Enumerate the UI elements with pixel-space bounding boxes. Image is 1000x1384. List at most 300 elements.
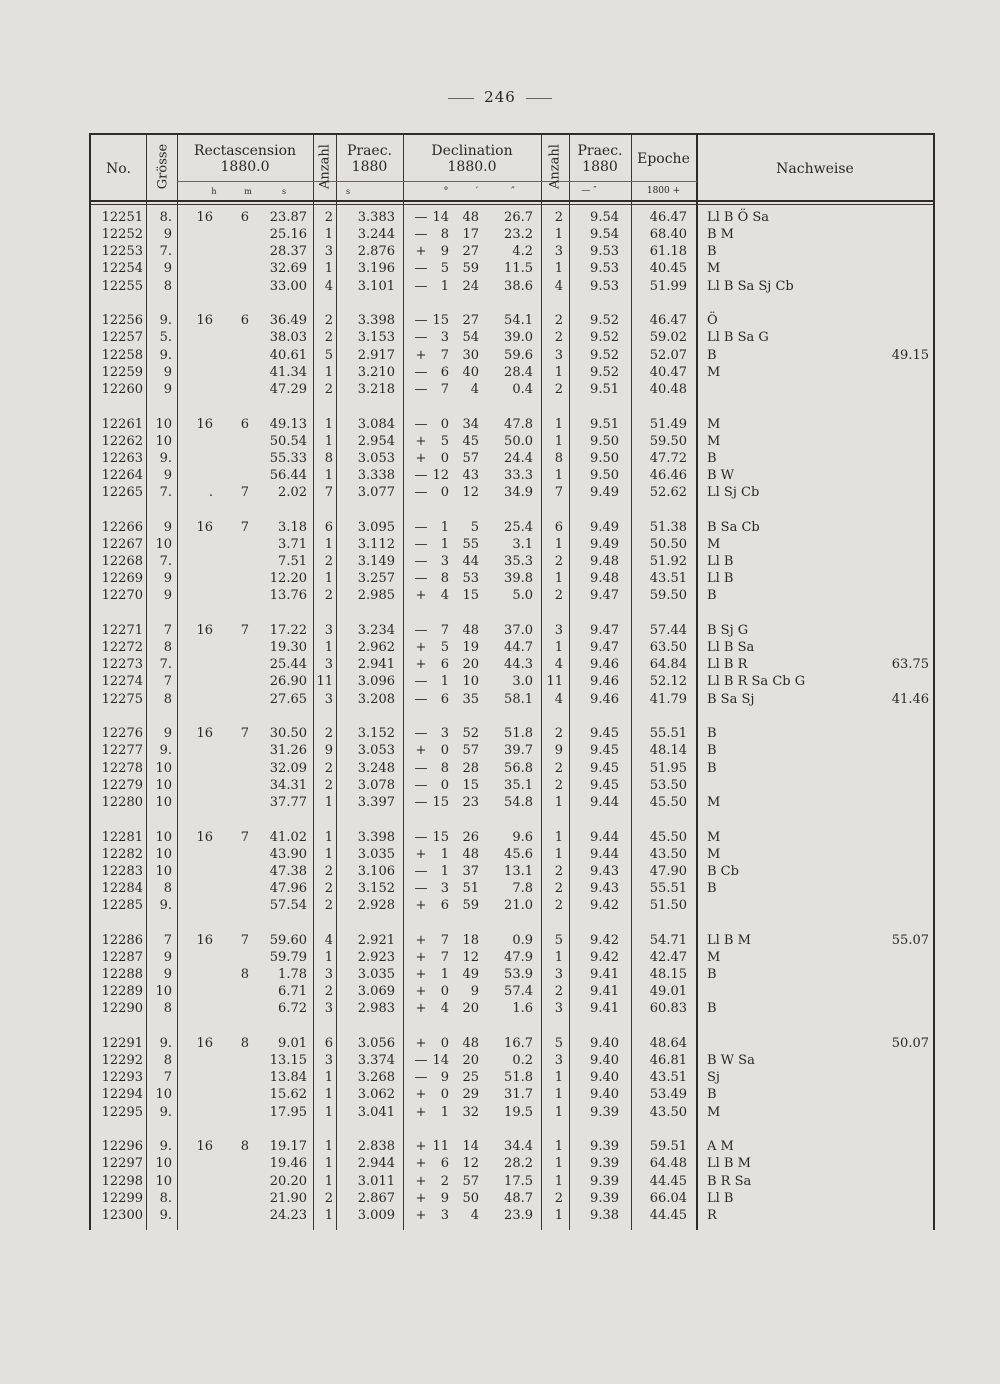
cell-ds: 28.4 <box>504 364 533 380</box>
cell-ep: 53.50 <box>649 777 687 793</box>
cell-a1: 3 <box>324 1053 333 1069</box>
cell-nw: B <box>707 588 717 604</box>
cell-dm: 24 <box>462 278 479 294</box>
cell-no: 12298 <box>101 1173 143 1189</box>
cell-h: . <box>208 485 213 501</box>
cell-p1: 3.152 <box>357 880 395 896</box>
cell-a2: 6 <box>554 519 563 535</box>
cell-no: 12255 <box>101 278 143 294</box>
cell-nw: Ll B <box>707 554 734 570</box>
cell-ep: 46.47 <box>649 210 687 225</box>
cell-dm: 53 <box>462 571 479 587</box>
cell-p1: 3.398 <box>357 829 395 845</box>
cell-a2: 2 <box>554 760 563 776</box>
cell-ep: 59.50 <box>649 588 687 604</box>
cell-sg: — <box>414 313 428 329</box>
header-epoche-sub: 1800 + <box>646 186 681 196</box>
cell-a1: 4 <box>324 278 333 294</box>
cell-no: 12268 <box>101 554 143 570</box>
cell-s: 9.01 <box>278 1036 307 1051</box>
cell-a2: 5 <box>554 932 563 948</box>
cell-ds: 23.9 <box>504 1207 533 1223</box>
cell-ep: 41.79 <box>649 691 687 707</box>
cell-a1: 2 <box>324 330 333 346</box>
cell-gr: 8 <box>163 691 172 707</box>
cell-nw: M <box>707 416 721 432</box>
cell-nw: B M <box>707 227 734 243</box>
cell-ds: 4.2 <box>512 244 533 260</box>
cell-dm: 52 <box>462 726 479 742</box>
cell-ep: 55.51 <box>649 880 687 896</box>
cell-p1: 3.234 <box>357 623 395 638</box>
page-number-text: 246 <box>484 88 516 106</box>
cell-sg: + <box>415 588 427 604</box>
cell-dd: 1 <box>440 967 449 983</box>
cell-no: 12276 <box>101 726 143 742</box>
cell-nw: B <box>707 450 717 466</box>
cell-ep: 51.95 <box>649 760 687 776</box>
cell-p2: 9.52 <box>590 330 619 346</box>
cell-dm: 48 <box>462 623 479 638</box>
cell-a2: 2 <box>554 313 563 329</box>
cell-p2: 9.53 <box>590 278 619 294</box>
cell-dm: 34 <box>462 416 479 432</box>
cell-s: 12.20 <box>269 571 307 587</box>
cell-ep: 40.45 <box>649 261 687 277</box>
cell-a1: 2 <box>324 984 333 1000</box>
cell-dm: 45 <box>462 433 479 449</box>
cell-a1: 2 <box>324 898 333 914</box>
rule-after-anzahl1 <box>336 135 337 1230</box>
cell-a1: 9 <box>324 743 333 759</box>
cell-a2: 11 <box>546 674 563 690</box>
cell-side: 55.07 <box>891 932 929 948</box>
cell-ds: 57.4 <box>504 984 533 1000</box>
cell-no: 12262 <box>101 433 143 449</box>
cell-a2: 1 <box>554 829 563 845</box>
cell-nw: Ll B Sa Sj Cb <box>707 278 794 294</box>
cell-p2: 9.52 <box>590 347 619 363</box>
cell-ds: 9.6 <box>512 829 533 845</box>
cell-a1: 8 <box>324 450 333 466</box>
cell-p1: 3.095 <box>357 519 395 535</box>
header-bottom-rule-2 <box>91 204 933 205</box>
cell-a1: 3 <box>324 967 333 983</box>
cell-gr: 9 <box>163 571 172 587</box>
cell-no: 12292 <box>101 1053 143 1069</box>
cell-dd: 2 <box>440 1173 449 1189</box>
cell-a1: 1 <box>324 433 333 449</box>
cell-sg: — <box>414 210 428 225</box>
cell-gr: 7. <box>159 485 172 501</box>
rule-after-anzahl2 <box>569 135 570 1230</box>
cell-a2: 1 <box>554 1139 563 1155</box>
cell-p1: 2.867 <box>357 1190 395 1206</box>
cell-dd: 6 <box>440 691 449 707</box>
cell-p1: 2.917 <box>357 347 395 363</box>
cell-p1: 2.944 <box>357 1156 395 1172</box>
cell-no: 12279 <box>101 777 143 793</box>
cell-dd: 15 <box>432 829 449 845</box>
cell-gr: 9. <box>159 1036 172 1051</box>
cell-sg: + <box>415 244 427 260</box>
cell-ds: 53.9 <box>504 967 533 983</box>
rule-after-epoche <box>696 135 698 1230</box>
cell-s: 21.90 <box>269 1190 307 1206</box>
cell-no: 12260 <box>101 381 143 397</box>
cell-sg: + <box>415 949 427 965</box>
cell-s: 17.22 <box>269 623 307 638</box>
cell-ep: 55.51 <box>649 726 687 742</box>
cell-p1: 3.248 <box>357 760 395 776</box>
cell-a1: 3 <box>324 1001 333 1017</box>
cell-s: 19.17 <box>269 1139 307 1155</box>
cell-ds: 47.9 <box>504 949 533 965</box>
cell-a2: 4 <box>554 657 563 673</box>
cell-s: 6.72 <box>278 1001 307 1017</box>
cell-dm: 4 <box>470 381 479 397</box>
cell-p2: 9.43 <box>590 863 619 879</box>
cell-sg: — <box>414 381 428 397</box>
cell-p2: 9.40 <box>590 1053 619 1069</box>
cell-p1: 3.077 <box>357 485 395 501</box>
cell-p1: 2.954 <box>357 433 395 449</box>
cell-s: 3.71 <box>278 536 307 552</box>
cell-p2: 9.41 <box>590 1001 619 1017</box>
cell-a1: 2 <box>324 1190 333 1206</box>
cell-ds: 26.7 <box>504 210 533 225</box>
cell-a1: 1 <box>324 227 333 243</box>
cell-p2: 9.49 <box>590 519 619 535</box>
cell-gr: 8 <box>163 1053 172 1069</box>
cell-a1: 3 <box>324 657 333 673</box>
cell-a1: 1 <box>324 949 333 965</box>
cell-ep: 57.44 <box>649 623 687 638</box>
cell-p1: 3.149 <box>357 554 395 570</box>
cell-s: 7.51 <box>278 554 307 570</box>
cell-p2: 9.42 <box>590 898 619 914</box>
cell-ds: 34.9 <box>504 485 533 501</box>
header-anzahl-1: Anzahl <box>317 144 333 189</box>
cell-dm: 50 <box>462 1190 479 1206</box>
cell-no: 12263 <box>101 450 143 466</box>
cell-dm: 43 <box>462 467 479 483</box>
cell-nw: Ö <box>707 313 718 329</box>
cell-p1: 3.035 <box>357 967 395 983</box>
cell-s: 40.61 <box>269 347 307 363</box>
cell-sg: — <box>414 726 428 742</box>
cell-no: 12283 <box>101 863 143 879</box>
cell-p1: 3.244 <box>357 227 395 243</box>
cell-nw: B <box>707 1087 717 1103</box>
header-praec-1-unit: s <box>345 187 351 196</box>
cell-ds: 51.8 <box>504 726 533 742</box>
cell-no: 12270 <box>101 588 143 604</box>
cell-a1: 2 <box>324 726 333 742</box>
cell-dm: 12 <box>462 949 479 965</box>
cell-dd: 0 <box>440 743 449 759</box>
cell-dd: 9 <box>440 1190 449 1206</box>
cell-dd: 1 <box>440 278 449 294</box>
cell-nw: M <box>707 829 721 845</box>
cell-no: 12291 <box>101 1036 143 1051</box>
cell-no: 12284 <box>101 880 143 896</box>
cell-s: 59.60 <box>269 932 307 948</box>
cell-a2: 3 <box>554 244 563 260</box>
cell-dm: 4 <box>470 1207 479 1223</box>
cell-p2: 9.47 <box>590 623 619 638</box>
cell-no: 12277 <box>101 743 143 759</box>
cell-a2: 1 <box>554 1070 563 1086</box>
cell-sg: — <box>414 829 428 845</box>
cell-no: 12264 <box>101 467 143 483</box>
cell-s: 1.78 <box>278 967 307 983</box>
cell-gr: 8 <box>163 278 172 294</box>
cell-dd: 14 <box>432 1053 449 1069</box>
cell-p1: 3.096 <box>357 674 395 690</box>
cell-s: 20.20 <box>269 1173 307 1189</box>
cell-nw: M <box>707 846 721 862</box>
cell-ep: 43.50 <box>649 1104 687 1120</box>
cell-a2: 1 <box>554 846 563 862</box>
cell-a2: 1 <box>554 640 563 656</box>
cell-dm: 29 <box>462 1087 479 1103</box>
header-praec-1: Praec. <box>346 143 393 159</box>
header-rectascension: Rectascension <box>193 143 297 159</box>
cell-a2: 3 <box>554 623 563 638</box>
cell-gr: 9 <box>163 261 172 277</box>
cell-a1: 2 <box>324 588 333 604</box>
cell-ds: 33.3 <box>504 467 533 483</box>
header-decl-deg: ° <box>443 186 449 197</box>
cell-sg: + <box>415 743 427 759</box>
cell-dm: 27 <box>462 313 479 329</box>
cell-p2: 9.46 <box>590 657 619 673</box>
cell-no: 12265 <box>101 485 143 501</box>
header-bottom-rule-1 <box>91 200 933 202</box>
cell-nw: Ll B R <box>707 657 748 673</box>
cell-nw: B <box>707 347 717 363</box>
cell-ep: 51.49 <box>649 416 687 432</box>
cell-p1: 3.153 <box>357 330 395 346</box>
cell-dm: 12 <box>462 1156 479 1172</box>
cell-s: 32.69 <box>269 261 307 277</box>
cell-side: 41.46 <box>891 691 929 707</box>
rule-after-praec1 <box>403 135 404 1230</box>
cell-gr: 10 <box>155 846 172 862</box>
cell-ds: 54.1 <box>504 313 533 329</box>
cell-s: 47.29 <box>269 381 307 397</box>
cell-p2: 9.52 <box>590 313 619 329</box>
cell-dd: 3 <box>440 1207 449 1223</box>
cell-dd: 7 <box>440 932 449 948</box>
cell-a1: 2 <box>324 381 333 397</box>
cell-no: 12272 <box>101 640 143 656</box>
cell-gr: 9. <box>159 898 172 914</box>
cell-nw: M <box>707 433 721 449</box>
cell-ep: 45.50 <box>649 794 687 810</box>
cell-h: 16 <box>196 1036 213 1051</box>
cell-dd: 5 <box>440 261 449 277</box>
cell-gr: 8 <box>163 1001 172 1017</box>
cell-ep: 51.92 <box>649 554 687 570</box>
cell-ep: 43.50 <box>649 846 687 862</box>
cell-dm: 20 <box>462 657 479 673</box>
cell-m: 7 <box>240 829 249 845</box>
cell-gr: 7 <box>163 623 172 638</box>
cell-s: 13.76 <box>269 588 307 604</box>
cell-sg: + <box>415 1207 427 1223</box>
header-rect-year: 1880.0 <box>220 159 270 175</box>
cell-no: 12254 <box>101 261 143 277</box>
cell-gr: 10 <box>155 536 172 552</box>
cell-p2: 9.39 <box>590 1173 619 1189</box>
cell-m: 7 <box>240 485 249 501</box>
cell-ep: 60.83 <box>649 1001 687 1017</box>
cell-ds: 45.6 <box>504 846 533 862</box>
cell-gr: 7 <box>163 932 172 948</box>
cell-ep: 51.50 <box>649 898 687 914</box>
cell-sg: + <box>415 898 427 914</box>
cell-s: 19.46 <box>269 1156 307 1172</box>
cell-s: 25.44 <box>269 657 307 673</box>
cell-s: 49.13 <box>269 416 307 432</box>
cell-a2: 2 <box>554 984 563 1000</box>
cell-a2: 3 <box>554 1001 563 1017</box>
cell-dd: 7 <box>440 347 449 363</box>
cell-a2: 5 <box>554 1036 563 1051</box>
cell-a2: 1 <box>554 571 563 587</box>
cell-a1: 4 <box>324 932 333 948</box>
header-nachweise: Nachweise <box>776 161 854 177</box>
cell-s: 55.33 <box>269 450 307 466</box>
cell-ds: 13.1 <box>504 863 533 879</box>
cell-dd: 0 <box>440 1036 449 1051</box>
cell-dm: 37 <box>462 863 479 879</box>
cell-sg: — <box>414 519 428 535</box>
cell-s: 13.84 <box>269 1070 307 1086</box>
cell-p1: 3.084 <box>357 416 395 432</box>
cell-s: 31.26 <box>269 743 307 759</box>
cell-a1: 1 <box>324 1207 333 1223</box>
cell-side: 63.75 <box>891 657 929 673</box>
cell-p2: 9.49 <box>590 536 619 552</box>
cell-gr: 10 <box>155 416 172 432</box>
cell-gr: 9 <box>163 726 172 742</box>
cell-dd: 7 <box>440 381 449 397</box>
cell-ep: 48.15 <box>649 967 687 983</box>
cell-p1: 3.078 <box>357 777 395 793</box>
cell-ep: 43.51 <box>649 571 687 587</box>
cell-ep: 50.50 <box>649 536 687 552</box>
cell-p2: 9.48 <box>590 571 619 587</box>
cell-a2: 2 <box>554 330 563 346</box>
cell-a1: 1 <box>324 846 333 862</box>
cell-m: 6 <box>240 416 249 432</box>
cell-dd: 4 <box>440 588 449 604</box>
cell-nw: B <box>707 880 717 896</box>
cell-h: 16 <box>196 519 213 535</box>
cell-h: 16 <box>196 829 213 845</box>
cell-gr: 9 <box>163 467 172 483</box>
cell-dm: 32 <box>462 1104 479 1120</box>
header-praec-2: Praec. <box>577 143 623 159</box>
cell-nw: B <box>707 726 717 742</box>
cell-sg: + <box>415 1173 427 1189</box>
cell-a2: 2 <box>554 588 563 604</box>
cell-sg: — <box>414 691 428 707</box>
header-praec-2-year: 1880 <box>582 159 618 175</box>
cell-sg: — <box>414 1053 428 1069</box>
cell-dm: 23 <box>462 794 479 810</box>
cell-dm: 26 <box>462 829 479 845</box>
cell-gr: 7. <box>159 657 172 673</box>
cell-dd: 9 <box>440 1070 449 1086</box>
header-declination: Declination <box>431 143 513 159</box>
cell-dd: 0 <box>440 984 449 1000</box>
rule-after-rect <box>313 135 314 1230</box>
cell-sg: — <box>414 777 428 793</box>
cell-dd: 8 <box>440 571 449 587</box>
header-praec-2-unit: — ″ <box>581 186 597 196</box>
cell-ep: 46.47 <box>649 313 687 329</box>
cell-ds: 23.2 <box>504 227 533 243</box>
cell-gr: 7 <box>163 674 172 690</box>
cell-gr: 10 <box>155 794 172 810</box>
cell-side: 50.07 <box>891 1036 929 1051</box>
cell-s: 32.09 <box>269 760 307 776</box>
cell-no: 12289 <box>101 984 143 1000</box>
cell-sg: + <box>415 657 427 673</box>
cell-nw: M <box>707 1104 721 1120</box>
cell-ep: 59.02 <box>649 330 687 346</box>
cell-ep: 45.50 <box>649 829 687 845</box>
cell-ds: 1.6 <box>512 1001 533 1017</box>
cell-dd: 6 <box>440 898 449 914</box>
cell-nw: Ll B Sa <box>707 640 755 656</box>
cell-sg: — <box>414 863 428 879</box>
cell-ep: 46.81 <box>649 1053 687 1069</box>
cell-a2: 7 <box>554 485 563 501</box>
cell-gr: 9 <box>163 967 172 983</box>
cell-p2: 9.54 <box>590 227 619 243</box>
cell-gr: 10 <box>155 1087 172 1103</box>
cell-p1: 3.196 <box>357 261 395 277</box>
cell-a2: 2 <box>554 1190 563 1206</box>
cell-sg: + <box>415 984 427 1000</box>
cell-no: 12299 <box>101 1190 143 1206</box>
cell-ep: 64.84 <box>649 657 687 673</box>
cell-p1: 2.962 <box>357 640 395 656</box>
cell-nw: Ll B M <box>707 1156 751 1172</box>
cell-a1: 1 <box>324 1173 333 1189</box>
cell-a2: 1 <box>554 227 563 243</box>
cell-a2: 2 <box>554 554 563 570</box>
cell-gr: 10 <box>155 433 172 449</box>
cell-ds: 0.4 <box>512 381 533 397</box>
cell-s: 38.03 <box>269 330 307 346</box>
cell-dd: 8 <box>440 760 449 776</box>
cell-sg: — <box>414 261 428 277</box>
cell-a2: 2 <box>554 863 563 879</box>
cell-s: 15.62 <box>269 1087 307 1103</box>
cell-dd: 1 <box>440 674 449 690</box>
cell-sg: + <box>415 1001 427 1017</box>
cell-dd: 3 <box>440 554 449 570</box>
cell-no: 12256 <box>101 313 143 329</box>
cell-a1: 1 <box>324 364 333 380</box>
cell-a2: 2 <box>554 381 563 397</box>
